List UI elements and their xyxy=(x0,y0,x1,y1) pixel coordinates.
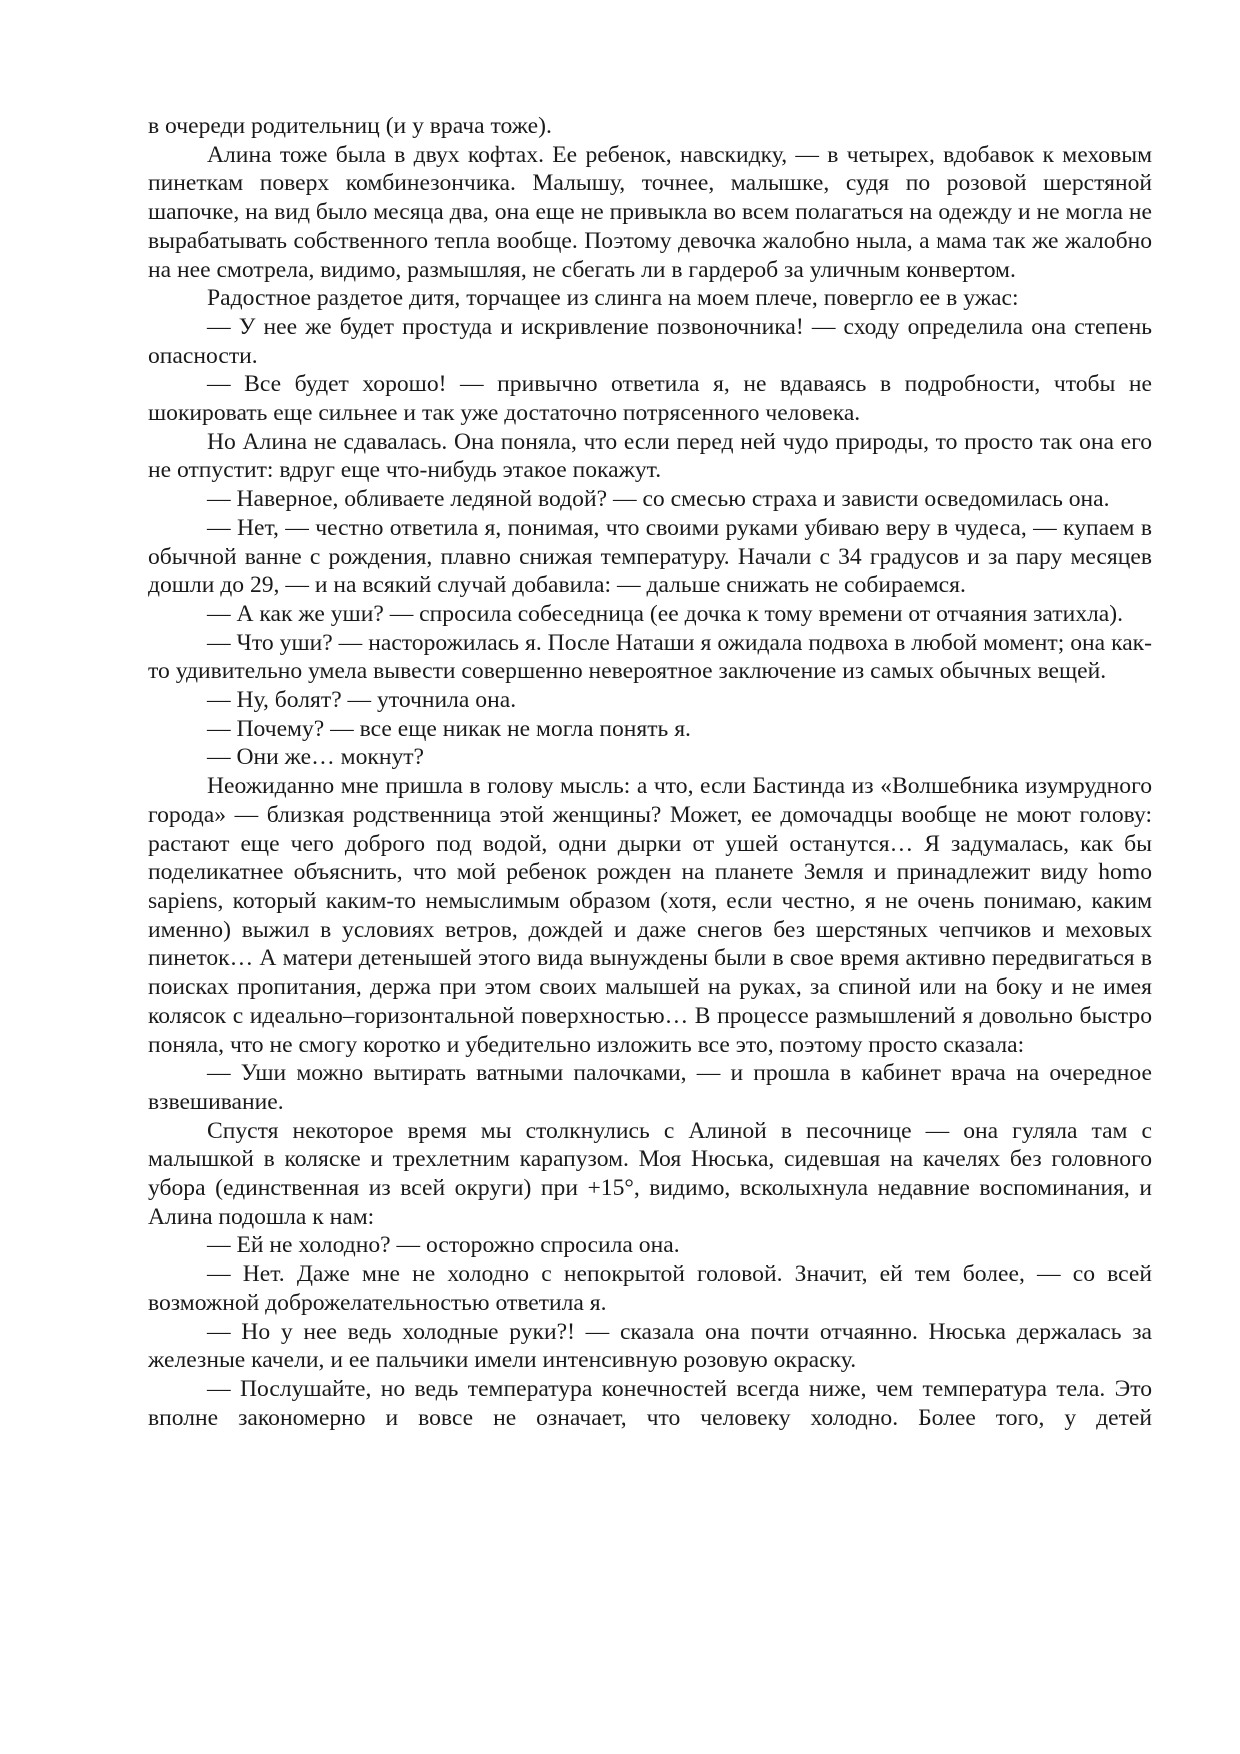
paragraph: — Послушайте, но ведь температура конечностей всегда ниже, чем температура тела. Это вполне закономерно и вовсе не означает, что человеку холодно. Более того, у детей xyxy=(148,1375,1152,1431)
paragraph: — Все будет хорошо! — привычно ответила я, не вдаваясь в подробности, чтобы не шокировать еще сильнее и так уже достаточно потрясенного человека. xyxy=(148,371,1152,427)
paragraph: в очереди родительниц (и у врача тоже). xyxy=(148,113,552,139)
paragraph: — А как же уши? — спросила собеседница (ее дочка к тому времени от отчаяния затихла). xyxy=(207,600,1124,627)
text-column xyxy=(148,112,1152,1432)
paragraph: — Уши можно вытирать ватными палочками, — и прошла в кабинет врача на очередное взвешивание. xyxy=(148,1060,1152,1115)
paragraph: — Нет. Даже мне не холодно с непокрытой головой. Значит, ей тем более, — со всей возможной доброжелательностью ответила я. xyxy=(148,1261,1152,1316)
paragraph: — Нет, — честно ответила я, понимая, что своими руками убиваю веру в чудеса, — купаем в обычной ванне с рождения, плавно снижая температуру. Начали с 34 градусов и за пару месяцев дошли до 29, — и на всякий случай добавила: — дальше снижать не собираемся. xyxy=(148,514,1152,599)
paragraph: — Они же… мокнут? xyxy=(207,744,425,771)
paragraph: Но Алина не сдавалась. Она поняла, что если перед ней чудо природы, то просто так она его не отпустит: вдруг еще что-нибудь этакое покажут. xyxy=(148,428,1152,484)
paragraph: Спустя некоторое время мы столкнулись с Алиной в песочнице — она гуляла там с малышкой в коляске и трехлетним карапузом. Моя Нюська, сидевшая на качелях без головного убора (единственная из всей округи) при +15°, видимо, всколыхнула недавние воспоминания, и Алина подошла к нам: xyxy=(148,1117,1152,1230)
paragraph: Радостное раздетое дитя, торчащее из слинга на моем плече, повергло ее в ужас: xyxy=(207,285,1019,312)
paragraph: — Ну, болят? — уточнила она. xyxy=(207,687,517,714)
paragraph: — Ей не холодно? — осторожно спросила она. xyxy=(207,1232,680,1259)
paragraph: — У нее же будет простуда и искривление позвоночника! — сходу определила она степень опасности. xyxy=(148,313,1152,369)
paragraph: — Почему? — все еще никак не могла понять я. xyxy=(207,715,691,742)
paragraph: — Наверное, обливаете ледяной водой? — со смесью страха и зависти осведомилась она. xyxy=(207,486,1110,513)
paragraph: Алина тоже была в двух кофтах. Ее ребенок, навскидку, — в четырех, вдобавок к меховым пинеткам поверх комбинезончика. Малышу, точнее, малышке, судя по розовой шерстяной шапочке, на вид было месяца два, она еще не привыкла во всем полагаться на одежду и не могла не вырабатывать собственного тепла вообще. Поэтому девочка жалобно ныла, а мама так же жалобно на нее смотрела, видимо, размышляя, не сбегать ли в гардероб за уличным конвертом. xyxy=(148,141,1152,283)
paragraph: — Но у нее ведь холодные руки?! — сказала она почти отчаянно. Нюська держалась за железные качели, и ее пальчики имели интенсивную розовую окраску. xyxy=(148,1318,1152,1374)
paragraph: Неожиданно мне пришла в голову мысль: а что, если Бастинда из «Волшебника изумрудного города» — близкая родственница этой женщины? Может, ее домочадцы вообще не моют голову: растают еще чего доброго под водой, одни дырки от ушей останутся… Я задумалась, как бы поделикатнее объяснить, что мой ребенок рожден на планете Земля и принадлежит виду homo sapiens, который каким-то немыслимым образом (хотя, если честно, я не очень понимаю, каким именно) выжил в условиях ветров, дождей и даже снегов без шерстяных чепчиков и меховых пинеток… А матери детенышей этого вида вынуждены были в свое время активно передвигаться в поисках пропитания, держа при этом своих малышей на руках, за спиной или на боку и не имея колясок с идеально–горизонтальной поверхностью… В процессе размышлений я довольно быстро поняла, что не смогу коротко и убедительно изложить все это, поэтому просто сказала: xyxy=(148,773,1152,1058)
paragraph: — Что уши? — насторожилась я. После Наташи я ожидала подвоха в любой момент; она как-то удивительно умела вывести совершенно невероятное заключение из самых обычных вещей. xyxy=(148,629,1152,685)
